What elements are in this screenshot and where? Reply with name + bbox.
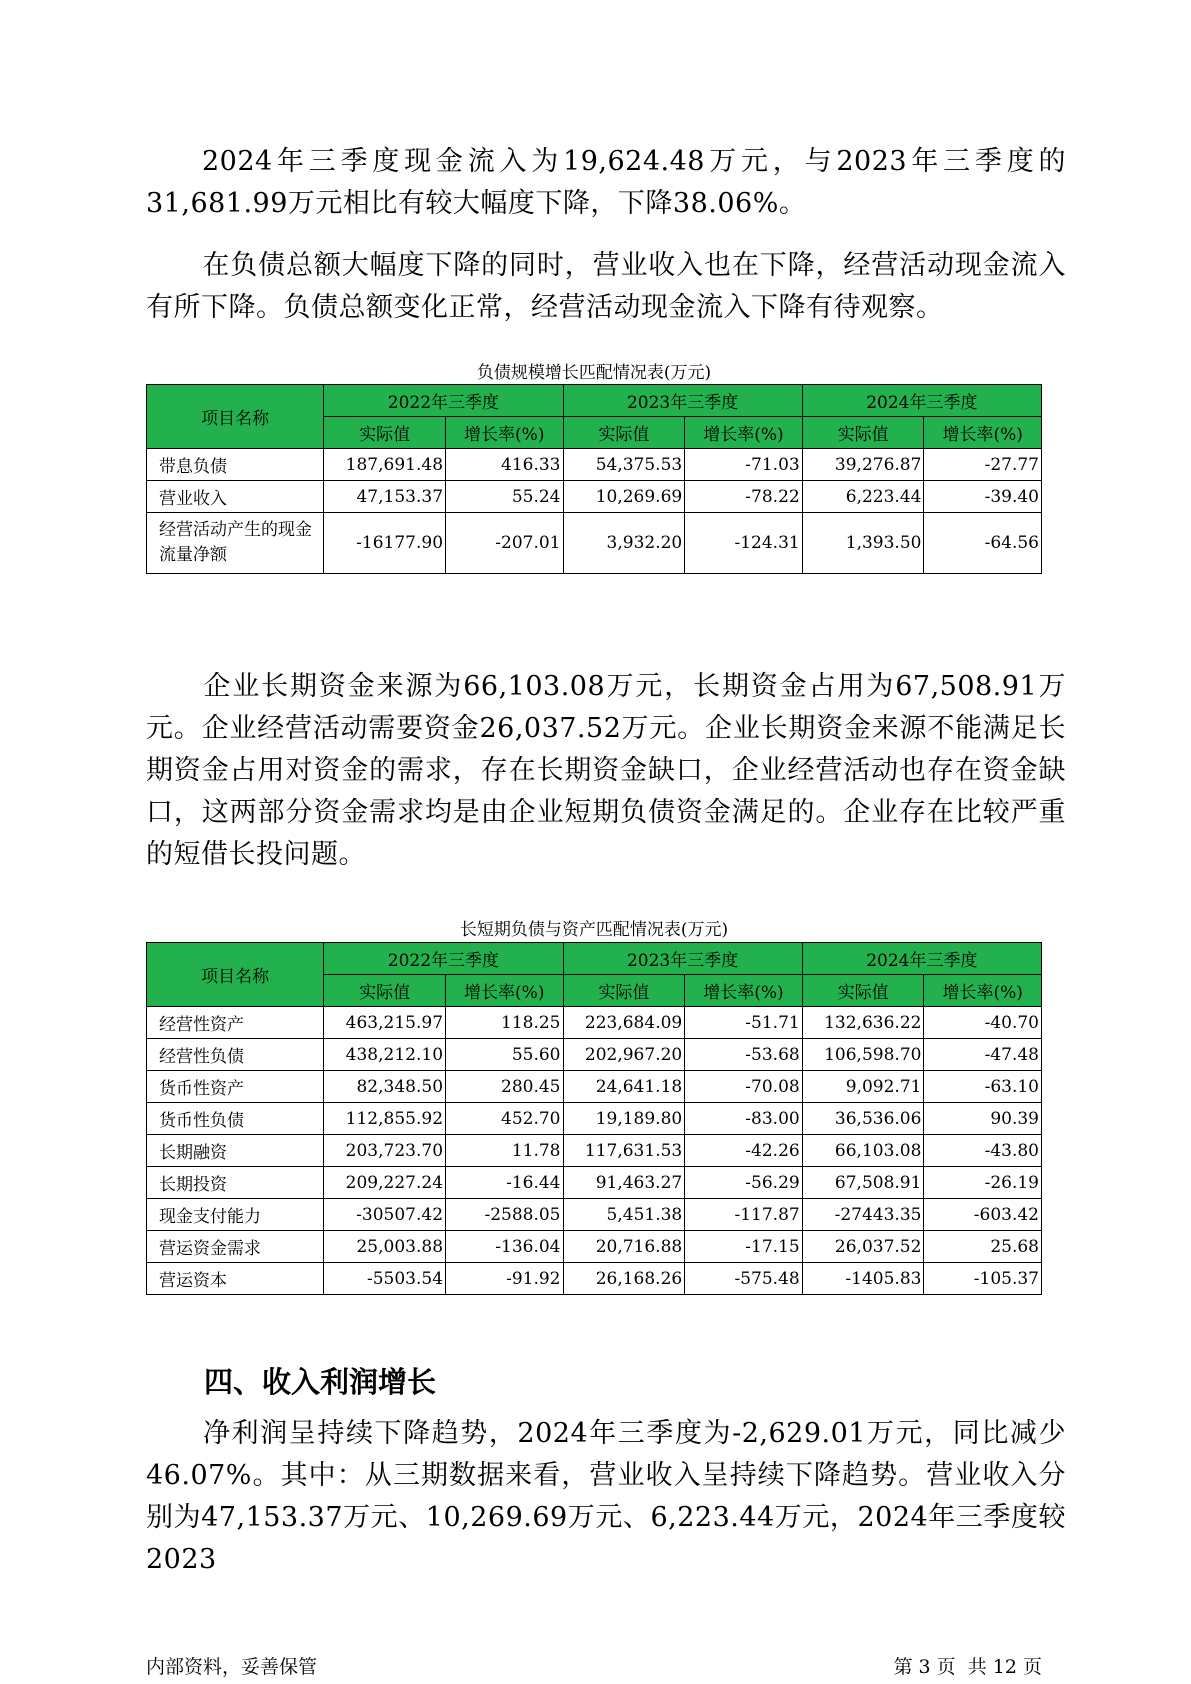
row-label: 经营活动产生的现金流量净额 (147, 513, 324, 574)
subheader-actual: 实际值 (802, 417, 924, 449)
table-cell: -2588.05 (446, 1199, 563, 1231)
table-cell: 26,168.26 (563, 1263, 685, 1295)
table-cell: 20,716.88 (563, 1231, 685, 1263)
table-cell: 67,508.91 (802, 1167, 924, 1199)
table2-caption: 长短期负债与资产匹配情况表(万元) (459, 920, 729, 940)
table-cell: -78.22 (685, 481, 802, 513)
table-row (147, 1263, 1042, 1295)
table-cell: 118.25 (446, 1007, 563, 1039)
table-row (147, 513, 1042, 574)
footer-confidential-note: 内部资料，妥善保管 (146, 1656, 318, 1678)
row-label: 经营性负债 (147, 1039, 324, 1071)
table-cell: 24,641.18 (563, 1071, 685, 1103)
row-label: 营运资本 (147, 1263, 324, 1295)
paragraph-long-term-funding: 企业长期资金来源为66,103.08万元，长期资金占用为67,508.91万元。企业经营活动需要资金26,037.52万元。企业长期资金来源不能满足长期资金占用对资金的需求，存在长期资金缺口，企业经营活动也存在资金缺口，这两部分资金需求均是由企业短期负债资金满足的。企业存在比较严重的短借长投问题。 (146, 671, 1066, 870)
table-cell: 90.39 (924, 1103, 1042, 1135)
table-cell: 202,967.20 (563, 1039, 685, 1071)
table-cell: 55.24 (446, 481, 563, 513)
table-cell: -16177.90 (324, 513, 446, 574)
table-cell: -43.80 (924, 1135, 1042, 1167)
paragraph-net-profit: 净利润呈持续下降趋势，2024年三季度为-2,629.01万元，同比减少46.07%。其中：从三期数据来看，营业收入呈持续下降趋势。营业收入分别为47,153.37万元、10,269.69万元、6,223.44万元，2024年三季度较2023 (146, 1418, 1066, 1575)
table-cell: 416.33 (446, 449, 563, 481)
table-cell: 1,393.50 (802, 513, 924, 574)
row-label: 经营性资产 (147, 1007, 324, 1039)
table-cell: 26,037.52 (802, 1231, 924, 1263)
table-cell: 25.68 (924, 1231, 1042, 1263)
table-cell: -17.15 (685, 1231, 802, 1263)
table-cell: 55.60 (446, 1039, 563, 1071)
row-label: 营运资金需求 (147, 1231, 324, 1263)
header-period: 2023年三季度 (563, 385, 802, 417)
subheader-growth: 增长率(%) (446, 417, 563, 449)
row-label: 长期投资 (147, 1167, 324, 1199)
table-row (147, 1007, 1042, 1039)
table-cell: -39.40 (924, 481, 1042, 513)
liability-growth-table (146, 384, 1042, 574)
table-cell: -5503.54 (324, 1263, 446, 1295)
table-cell: -71.03 (685, 449, 802, 481)
table-cell: 9,092.71 (802, 1071, 924, 1103)
header-period: 2022年三季度 (324, 385, 563, 417)
header-period: 2024年三季度 (802, 385, 1041, 417)
header-period: 2024年三季度 (802, 943, 1041, 975)
table-cell: 47,153.37 (324, 481, 446, 513)
table-row (147, 1135, 1042, 1167)
table-cell: -117.87 (685, 1199, 802, 1231)
table-cell: -27.77 (924, 449, 1042, 481)
table-row (147, 1199, 1042, 1231)
table-cell: -207.01 (446, 513, 563, 574)
row-label: 货币性资产 (147, 1071, 324, 1103)
header-period: 2022年三季度 (324, 943, 563, 975)
table-cell: 209,227.24 (324, 1167, 446, 1199)
table-cell: -1405.83 (802, 1263, 924, 1295)
table-row (147, 1103, 1042, 1135)
table-cell: 11.78 (446, 1135, 563, 1167)
subheader-growth: 增长率(%) (924, 975, 1042, 1007)
table-cell: 106,598.70 (802, 1039, 924, 1071)
table-cell: 132,636.22 (802, 1007, 924, 1039)
table-cell: -70.08 (685, 1071, 802, 1103)
table-cell: -16.44 (446, 1167, 563, 1199)
table-cell: 6,223.44 (802, 481, 924, 513)
table-row (147, 481, 1042, 513)
table-cell: -124.31 (685, 513, 802, 574)
header-item-name: 项目名称 (147, 943, 324, 1007)
table-cell: 452.70 (446, 1103, 563, 1135)
table-cell: 187,691.48 (324, 449, 446, 481)
table-cell: -64.56 (924, 513, 1042, 574)
table-cell: 203,723.70 (324, 1135, 446, 1167)
table-cell: 5,451.38 (563, 1199, 685, 1231)
table-cell: 25,003.88 (324, 1231, 446, 1263)
table-row (147, 449, 1042, 481)
table-cell: -136.04 (446, 1231, 563, 1263)
subheader-growth: 增长率(%) (446, 975, 563, 1007)
table-row (147, 1167, 1042, 1199)
row-label: 长期融资 (147, 1135, 324, 1167)
row-label: 货币性负债 (147, 1103, 324, 1135)
table-cell: -30507.42 (324, 1199, 446, 1231)
table-cell: 280.45 (446, 1071, 563, 1103)
subheader-actual: 实际值 (563, 417, 685, 449)
table-cell: 112,855.92 (324, 1103, 446, 1135)
table-cell: 82,348.50 (324, 1071, 446, 1103)
table-cell: -105.37 (924, 1263, 1042, 1295)
header-item-name: 项目名称 (147, 385, 324, 449)
subheader-growth: 增长率(%) (685, 417, 802, 449)
table-cell: -63.10 (924, 1071, 1042, 1103)
table-cell: -91.92 (446, 1263, 563, 1295)
table-cell: -40.70 (924, 1007, 1042, 1039)
table-row (147, 1071, 1042, 1103)
table-cell: -53.68 (685, 1039, 802, 1071)
subheader-growth: 增长率(%) (924, 417, 1042, 449)
table-cell: 463,215.97 (324, 1007, 446, 1039)
asset-liability-matching-table (146, 942, 1042, 1295)
table-cell: 19,189.80 (563, 1103, 685, 1135)
table-cell: 91,463.27 (563, 1167, 685, 1199)
table-cell: -42.26 (685, 1135, 802, 1167)
table-cell: 36,536.06 (802, 1103, 924, 1135)
row-label: 带息负债 (147, 449, 324, 481)
table-cell: -27443.35 (802, 1199, 924, 1231)
table-cell: -47.48 (924, 1039, 1042, 1071)
paragraph-cash-inflow: 2024年三季度现金流入为19,624.48万元，与2023年三季度的31,681.99万元相比有较大幅度下降，下降38.06%。 (146, 146, 1066, 219)
table-cell: -51.71 (685, 1007, 802, 1039)
table-cell: 10,269.69 (563, 481, 685, 513)
table1-caption: 负债规模增长匹配情况表(万元) (476, 363, 712, 383)
table-cell: -26.19 (924, 1167, 1042, 1199)
table-cell: 438,212.10 (324, 1039, 446, 1071)
header-period: 2023年三季度 (563, 943, 802, 975)
paragraph-liability-summary: 在负债总额大幅度下降的同时，营业收入也在下降，经营活动现金流入有所下降。负债总额变化正常，经营活动现金流入下降有待观察。 (146, 250, 1066, 323)
row-label: 现金支付能力 (147, 1199, 324, 1231)
table-cell: 223,684.09 (563, 1007, 685, 1039)
subheader-actual: 实际值 (802, 975, 924, 1007)
table-cell: -56.29 (685, 1167, 802, 1199)
subheader-actual: 实际值 (324, 975, 446, 1007)
table-row (147, 1039, 1042, 1071)
table-cell: 117,631.53 (563, 1135, 685, 1167)
footer-page-number: 第 3 页 共 12 页 (893, 1656, 1042, 1678)
table-cell: -83.00 (685, 1103, 802, 1135)
table-cell: 3,932.20 (563, 513, 685, 574)
subheader-actual: 实际值 (563, 975, 685, 1007)
table-cell: -575.48 (685, 1263, 802, 1295)
subheader-growth: 增长率(%) (685, 975, 802, 1007)
table-cell: 66,103.08 (802, 1135, 924, 1167)
section-heading: 四、收入利润增长 (204, 1365, 437, 1399)
row-label: 营业收入 (147, 481, 324, 513)
table-row (147, 1231, 1042, 1263)
subheader-actual: 实际值 (324, 417, 446, 449)
table-cell: 39,276.87 (802, 449, 924, 481)
table-cell: 54,375.53 (563, 449, 685, 481)
table-cell: -603.42 (924, 1199, 1042, 1231)
